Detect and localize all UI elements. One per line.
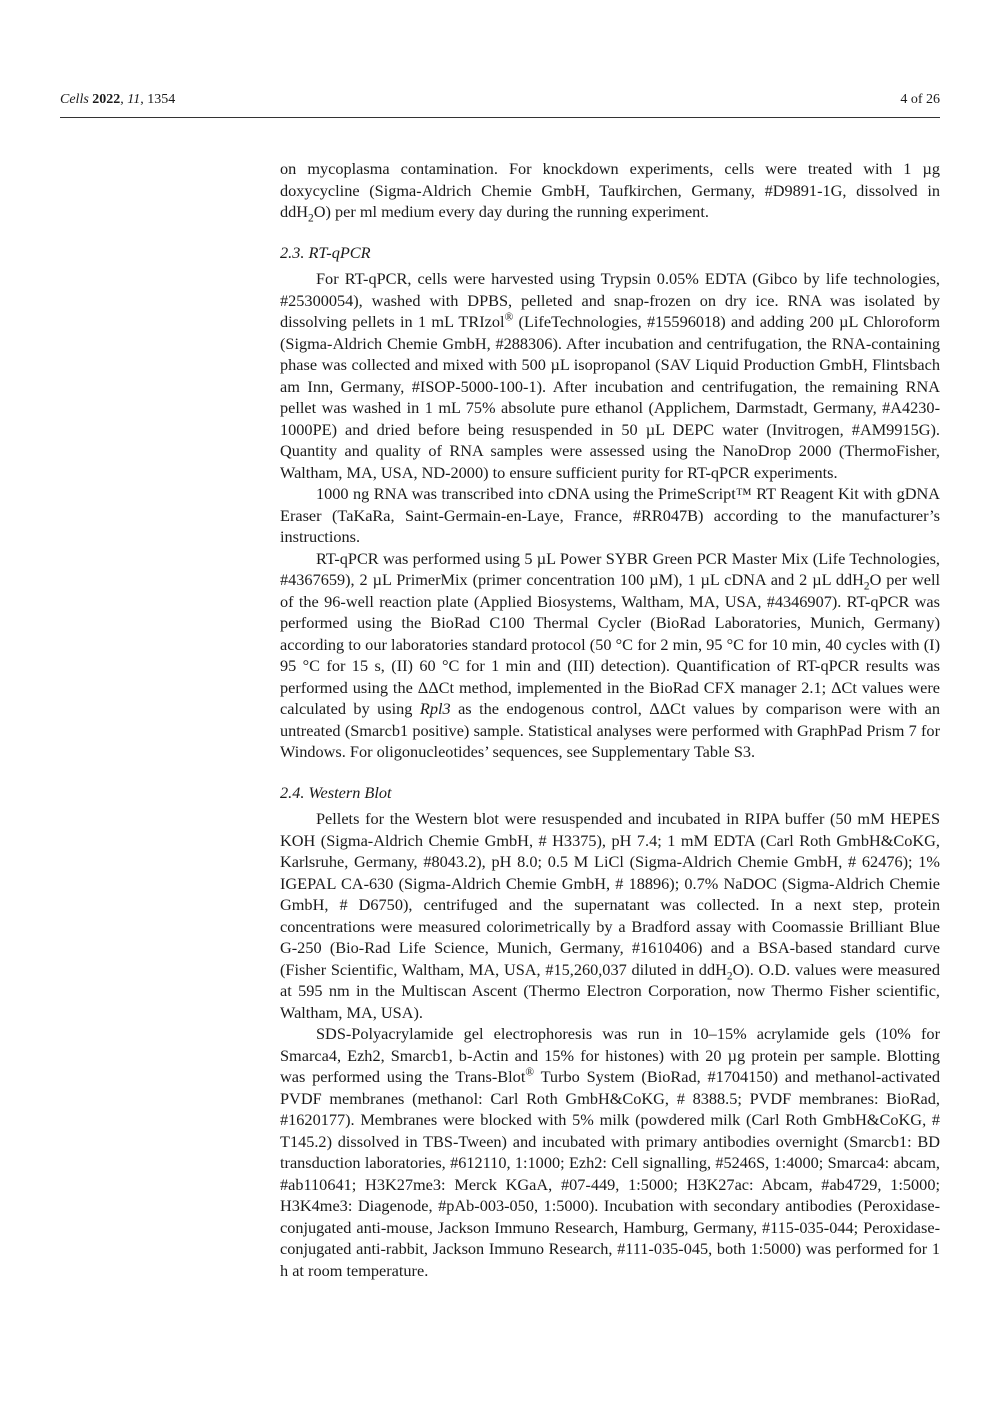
article-number: 1354: [147, 92, 176, 107]
header-divider: [60, 117, 940, 118]
rt-qpcr-paragraph-1: For RT-qPCR, cells were harvested using Trypsin 0.05% EDTA (Gibco by life technologies, #25300054), washed with DPBS, pelleted and snap-frozen on dry ice. RNA was isolated by dissolving pellets in 1 mL TRIzol® (LifeTechnologies, #15596018) and adding 200 µL Chloroform (Sigma-Aldrich Chemie GmbH, #288306). After incubation and centrifugation, the RNA-containing phase was collected and mixed with 500 µL isopropanol (SAV Liquid Production GmbH, Flintsbach am Inn, Germany, #ISOP-5000-100-1). After incubation and centrifugation, the remaining RNA pellet was washed in 1 mL 75% absolute pure ethanol (Applichem, Darmstadt, Germany, #A4230-1000PE) and dried before being resuspended in 50 µL DEPC water (Invitrogen, #AM9915G). Quantity and quality of RNA samples were assessed using the NanoDrop 2000 (ThermoFisher, Waltham, MA, USA, ND-2000) to ensure sufficient purity for RT-qPCR experiments.: [280, 269, 941, 482]
citation: Cells 2022, 11, 1354: [60, 92, 176, 107]
body-text: [280, 158, 940, 1281]
rt-qpcr-paragraph-3: RT-qPCR was performed using 5 µL Power SYBR Green PCR Master Mix (Life Technologies, #4367659), 2 µL PrimerMix (primer concentration 100 µM), 1 µL cDNA and 2 µL ddH$_2$O per well of the 96-well reaction plate (Applied Biosystems, Waltham, MA, USA, #4346907). RT-qPCR was performed using the BioRad C100 Thermal Cycler (BioRad Laboratories, Munich, Germany) according to our laboratories standard protocol (50 °C for 2 min, 95 °C for 10 min, 40 cycles with (I) 95 °C for 15 s, (II) 60 °C for 1 min and (III) detection). Quantification of RT-qPCR results was performed using the ΔΔCt method, implemented in the BioRad CFX manager 2.1; ΔCt values were calculated by using Rpl3 as the endogenous control, ΔΔCt values by comparison were with an untreated (Smarcb1 positive) sample. Statistical analyses were performed with GraphPad Prism 7 for Windows. For oligonucleotides’ sequences, see Supplementary Table S3.: [280, 548, 941, 761]
page-number: 4 of 26: [900, 92, 940, 107]
section-heading-western-blot: 2.4. Western Blot: [280, 782, 392, 802]
page-header: [60, 92, 940, 108]
intro-paragraph: on mycoplasma contamination. For knockdown experiments, cells were treated with 1 µg doxycycline (Sigma-Aldrich Chemie GmbH, Taufkirchen, Germany, #D9891-1G, dissolved in ddH$_2$O) per ml medium every day during the running experiment.: [280, 159, 940, 225]
western-blot-paragraph-2: SDS-Polyacrylamide gel electrophoresis was run in 10–15% acrylamide gels (10% for Smarca4, Ezh2, Smarcb1, b-Actin and 15% for histones) with 20 µg protein per sample. Blotting was performed using the Trans-Blot® Turbo System (BioRad, #1704150) and methanol-activated PVDF membranes (methanol: Carl Roth GmbH&CoKG, # 8388.5; PVDF membranes: BioRad, #1620177). Membranes were blocked with 5% milk (powdered milk (Carl Roth GmbH&CoKG, # T145.2) dissolved in TBS-Tween) and incubated with primary antibodies overnight (Smarcb1: BD transduction laboratories, #612110, 1:1000; Ezh2: Cell signalling, #5246S, 1:4000; Smarca4: abcam, #ab110641; H3K27me3: Merck KGaA, #07-449, 1:5000; H3K27ac: Abcam, #ab4729, 1:5000; H3K4me3: Diagenode, #pAb-003-050, 1:5000). Incubation with secondary antibodies (Peroxidase-conjugated anti-mouse, Jackson Immuno Research, Hamburg, Germany, #115-035-044; Peroxidase-conjugated anti-rabbit, Jackson Immuno Research, #111-035-045, both 1:5000) was performed for 1 h at room temperature.: [280, 1024, 940, 1280]
western-blot-paragraph-1: Pellets for the Western blot were resuspended and incubated in RIPA buffer (50 mM HEPES KOH (Sigma-Aldrich Chemie GmbH, # H3375), pH 7.4; 1 mM EDTA (Carl Roth GmbH&CoKG, Karlsruhe, Germany, #8043.2), pH 8.0; 0.5 M LiCl (Sigma-Aldrich Chemie GmbH, # 62476); 1% IGEPAL CA-630 (Sigma-Aldrich Chemie GmbH, # 18896); 0.7% NaDOC (Sigma-Aldrich Chemie GmbH, # D6750), centrifuged and the supernatant was collected. In a next step, protein concentrations were measured colorimetrically by a Bradford assay with Coomassie Brilliant Blue G-250 (Bio-Rad Life Science, Munich, Germany, #1610406) and a BSA-based standard curve (Fisher Scientific, Waltham, MA, USA, #15,260,037 diluted in ddH$_2$O). O.D. values were measured at 595 nm in the Multiscan Ascent (Thermo Electron Corporation, now Thermo Fisher scientific, Waltham, MA, USA).: [280, 809, 940, 1022]
journal-volume: 11: [127, 92, 141, 107]
rt-qpcr-paragraph-2: 1000 ng RNA was transcribed into cDNA using the PrimeScript™ RT Reagent Kit with gDNA Eraser (TaKaRa, Saint-Germain-en-Laye, France, #RR047B) according to the manufacturer’s instructions.: [280, 484, 940, 546]
section-heading-rt-qpcr: 2.3. RT-qPCR: [280, 242, 371, 262]
journal-name: Cells: [60, 92, 89, 107]
journal-year: 2022: [92, 92, 121, 107]
